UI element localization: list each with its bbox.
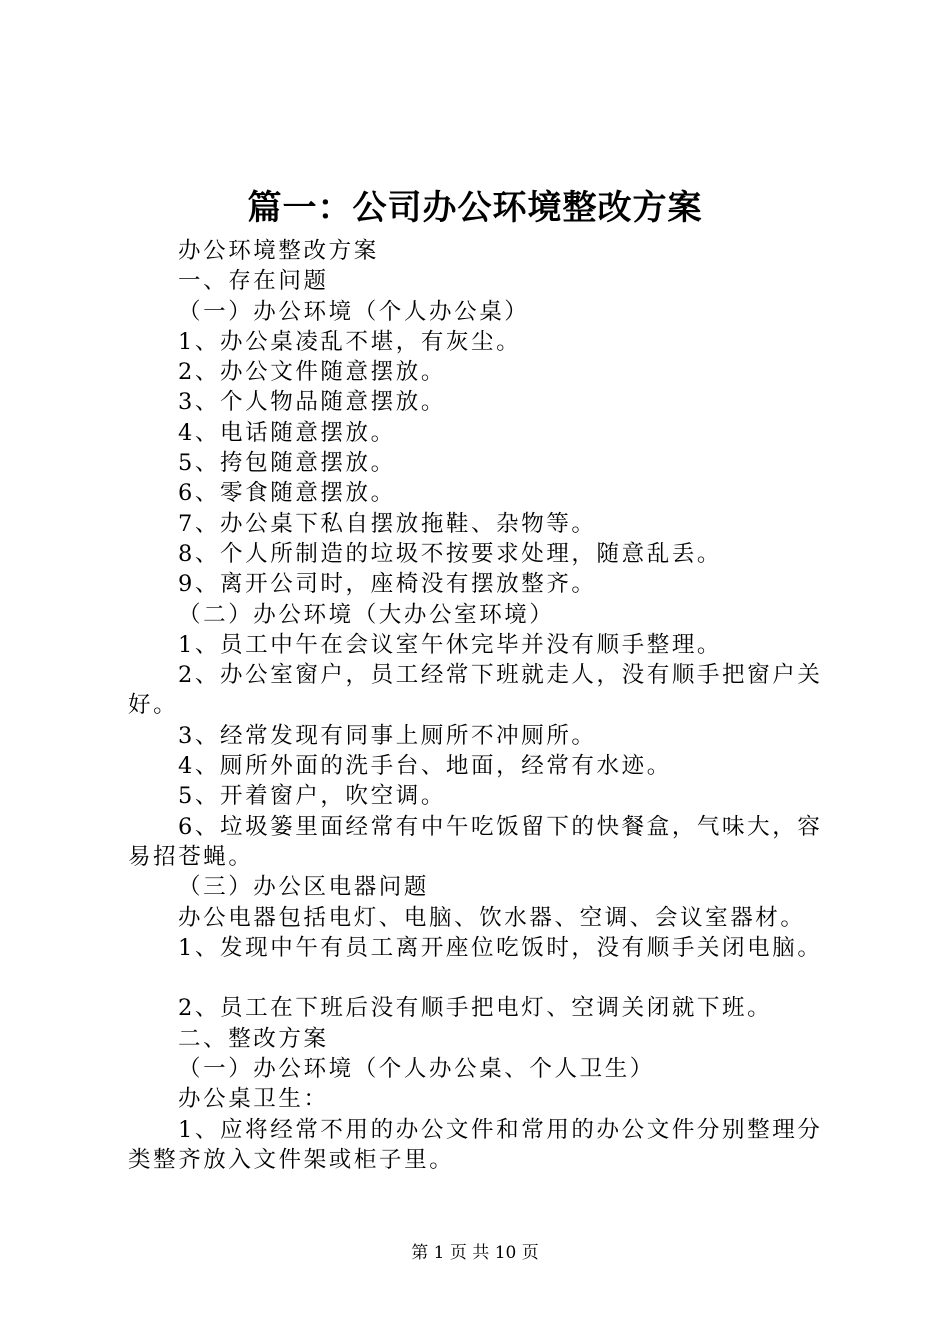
list-item: 2、员工在下班后没有顺手把电灯、空调关闭就下班。 [178, 995, 773, 1022]
list-item: 8、个人所制造的垃圾不按要求处理，随意乱丢。 [178, 540, 723, 567]
list-item: 1、发现中午有员工离开座位吃饭时，没有顺手关闭电脑。 [178, 934, 823, 961]
document-title: 篇一：公司办公环境整改方案 [247, 188, 703, 228]
list-item: 1、办公桌凌乱不堪，有灰尘。 [178, 328, 522, 355]
list-item: 2、办公文件随意摆放。 [178, 359, 446, 386]
list-item: 6、垃圾篓里面经常有中午吃饭留下的快餐盒，气味大，容易招苍蝇。 [128, 813, 823, 870]
paragraph: 办公电器包括电灯、电脑、饮水器、空调、会议室器材。 [178, 904, 806, 931]
list-item: 3、个人物品随意摆放。 [178, 389, 446, 416]
list-item: 5、挎包随意摆放。 [178, 450, 396, 477]
list-item: 4、电话随意摆放。 [178, 419, 396, 446]
subsection-heading: （二）办公环境（大办公室环境） [178, 601, 555, 628]
paragraph: 办公桌卫生： [178, 1086, 329, 1113]
list-item: 2、办公室窗户，员工经常下班就走人，没有顺手把窗户关好。 [128, 662, 823, 719]
section-heading: 一、存在问题 [178, 268, 329, 295]
subsection-heading: （三）办公区电器问题 [178, 874, 430, 901]
subsection-heading: （一）办公环境（个人办公桌） [178, 298, 530, 325]
list-item: 1、应将经常不用的办公文件和常用的办公文件分别整理分类整齐放入文件架或柜子里。 [128, 1116, 823, 1173]
document-body [128, 236, 833, 1175]
list-item: 3、经常发现有同事上厕所不冲厕所。 [178, 722, 597, 749]
list-item: 6、零食随意摆放。 [178, 480, 396, 507]
list-item: 1、员工中午在会议室午休完毕并没有顺手整理。 [178, 631, 723, 658]
section-heading: 二、整改方案 [178, 1025, 329, 1052]
page-footer: 第 1 页 共 10 页 [411, 1243, 539, 1263]
list-item: 9、离开公司时，座椅没有摆放整齐。 [178, 571, 597, 598]
paragraph: 办公环境整改方案 [178, 238, 379, 264]
list-item: 7、办公桌下私自摆放拖鞋、杂物等。 [178, 510, 597, 537]
subsection-heading: （一）办公环境（个人办公桌、个人卫生） [178, 1056, 655, 1083]
list-item: 4、厕所外面的洗手台、地面，经常有水迹。 [178, 753, 672, 780]
list-item: 5、开着窗户，吹空调。 [178, 783, 446, 810]
